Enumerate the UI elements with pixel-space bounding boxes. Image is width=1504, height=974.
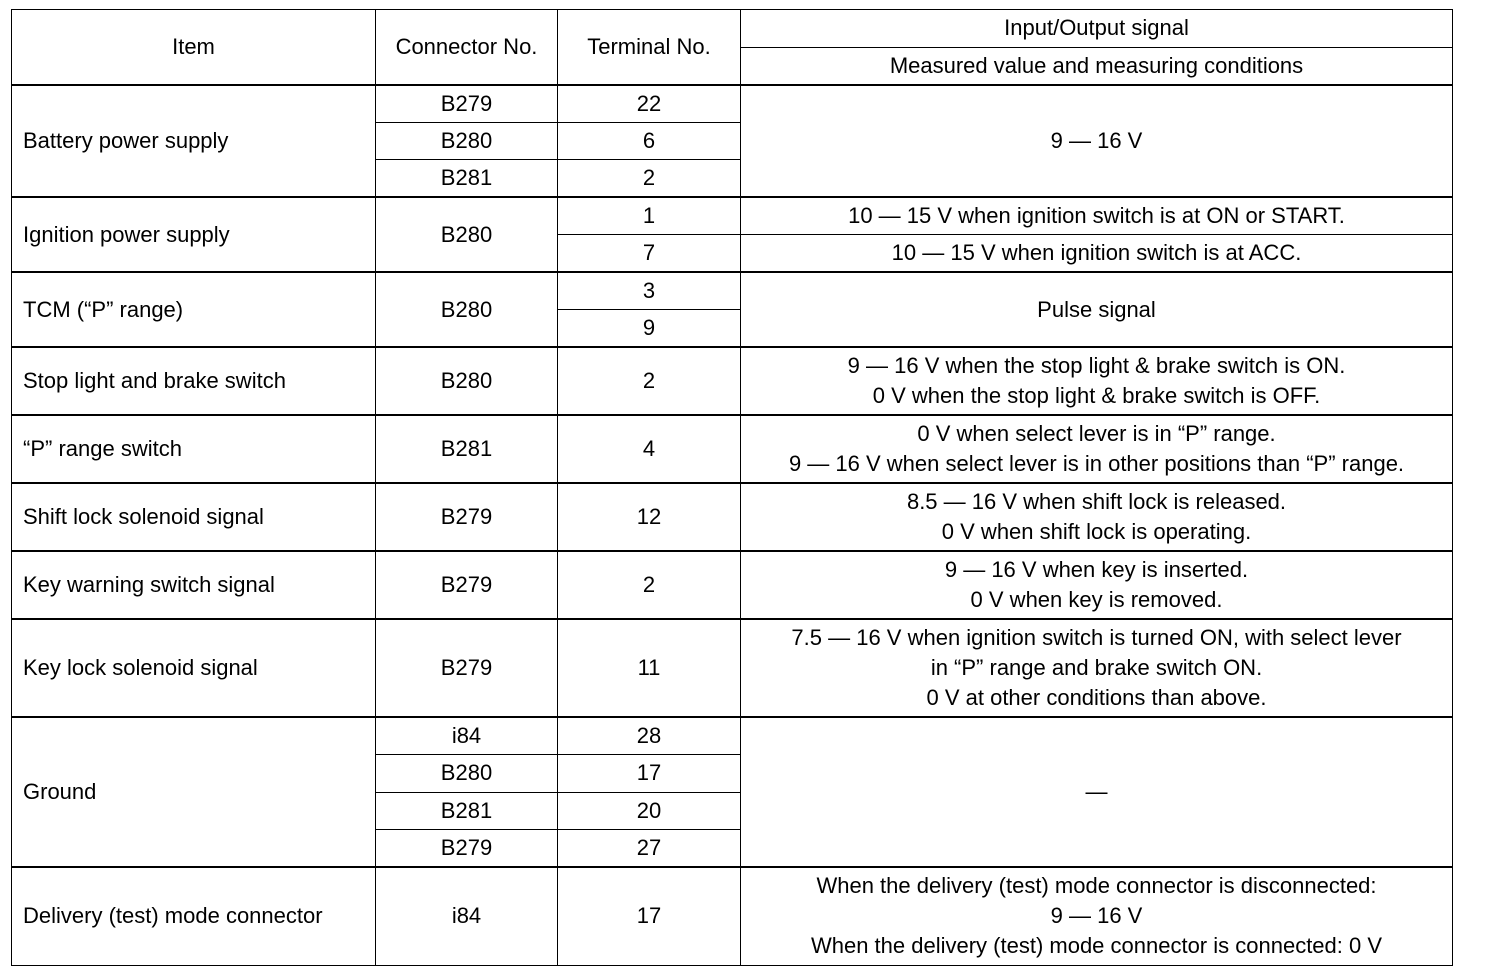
signal-cell: [741, 415, 1453, 483]
signal-line: 9 — 16 V: [1050, 903, 1143, 929]
row-group-tcm-p-range: [12, 272, 1453, 347]
row-group-p-range-switch: [12, 415, 1453, 483]
row-group-shift-lock-solenoid: [12, 483, 1453, 551]
terminal-cell: 12: [558, 483, 741, 551]
terminal-cell: 17: [558, 755, 741, 793]
connector-cell: B281: [376, 792, 558, 830]
connector-cell: i84: [376, 867, 558, 965]
header-terminal-no: Terminal No.: [558, 10, 741, 85]
terminal-cell: 2: [558, 551, 741, 619]
signal-cell: 9 — 16 V: [741, 85, 1453, 198]
header-measured-value: Measured value and measuring conditions: [741, 47, 1453, 85]
row-group-delivery-test-mode: [12, 867, 1453, 965]
connector-cell: B280: [376, 755, 558, 793]
terminal-cell: 20: [558, 792, 741, 830]
signal-line: 0 V when key is removed.: [970, 587, 1223, 612]
connector-cell: B280: [376, 347, 558, 415]
row-group-battery-power-supply: [12, 85, 1453, 198]
signal-line: 9 — 16 V when select lever is in other positions than “P” range.: [788, 451, 1405, 476]
connector-cell: B279: [376, 85, 558, 123]
signal-line: in “P” range and brake switch ON.: [930, 655, 1263, 680]
item-cell: Delivery (test) mode connector: [12, 867, 376, 965]
signal-cell: [741, 867, 1453, 965]
signal-cell: 10 — 15 V when ignition switch is at ACC.: [741, 235, 1453, 273]
terminal-cell: 27: [558, 830, 741, 868]
row-group-ignition-power-supply: [12, 197, 1453, 272]
signal-line: 9 — 16 V when the stop light & brake switch is ON.: [847, 353, 1346, 378]
signal-line: When the delivery (test) mode connector is disconnected:: [816, 873, 1377, 899]
connector-spec-table: [11, 9, 1453, 966]
terminal-cell: 28: [558, 717, 741, 755]
terminal-cell: 1: [558, 197, 741, 235]
header-input-output-signal: Input/Output signal: [741, 10, 1453, 48]
terminal-cell: 22: [558, 85, 741, 123]
terminal-cell: 7: [558, 235, 741, 273]
item-cell: TCM (“P” range): [12, 272, 376, 347]
connector-cell: B281: [376, 160, 558, 198]
connector-cell: B279: [376, 830, 558, 868]
terminal-cell: 3: [558, 272, 741, 310]
item-cell: Key warning switch signal: [12, 551, 376, 619]
item-cell: Stop light and brake switch: [12, 347, 376, 415]
item-cell: Shift lock solenoid signal: [12, 483, 376, 551]
connector-cell: B279: [376, 619, 558, 717]
signal-cell: —: [741, 717, 1453, 867]
item-cell: Ground: [12, 717, 376, 867]
terminal-cell: 17: [558, 867, 741, 965]
signal-line: 0 V at other conditions than above.: [926, 685, 1267, 710]
signal-line: 0 V when the stop light & brake switch is OFF.: [872, 383, 1321, 408]
table-header: [12, 10, 1453, 85]
connector-cell: B279: [376, 483, 558, 551]
signal-cell: 10 — 15 V when ignition switch is at ON or START.: [741, 197, 1453, 235]
connector-cell: i84: [376, 717, 558, 755]
header-item: Item: [12, 10, 376, 85]
row-group-ground: [12, 717, 1453, 867]
signal-cell: [741, 551, 1453, 619]
signal-line: When the delivery (test) mode connector is connected: 0 V: [810, 933, 1383, 959]
signal-line: 9 — 16 V when key is inserted.: [944, 557, 1249, 582]
connector-cell: B280: [376, 272, 558, 347]
signal-cell: [741, 347, 1453, 415]
connector-cell: B279: [376, 551, 558, 619]
item-cell: “P” range switch: [12, 415, 376, 483]
row-group-key-lock-solenoid: [12, 619, 1453, 717]
row-group-key-warning-switch: [12, 551, 1453, 619]
terminal-cell: 6: [558, 122, 741, 160]
signal-cell: [741, 619, 1453, 717]
connector-cell: B280: [376, 197, 558, 272]
row-group-stop-light-brake-switch: [12, 347, 1453, 415]
terminal-cell: 2: [558, 347, 741, 415]
item-cell: Battery power supply: [12, 85, 376, 198]
item-cell: Key lock solenoid signal: [12, 619, 376, 717]
signal-cell: [741, 483, 1453, 551]
signal-line: 0 V when select lever is in “P” range.: [917, 421, 1276, 446]
signal-cell: Pulse signal: [741, 272, 1453, 347]
signal-line: 0 V when shift lock is operating.: [941, 519, 1252, 544]
signal-line: 7.5 — 16 V when ignition switch is turned ON, with select lever: [791, 625, 1402, 650]
connector-cell: B281: [376, 415, 558, 483]
terminal-cell: 2: [558, 160, 741, 198]
header-connector-no: Connector No.: [376, 10, 558, 85]
terminal-cell: 4: [558, 415, 741, 483]
connector-cell: B280: [376, 122, 558, 160]
item-cell: Ignition power supply: [12, 197, 376, 272]
terminal-cell: 9: [558, 310, 741, 348]
terminal-cell: 11: [558, 619, 741, 717]
signal-line: 8.5 — 16 V when shift lock is released.: [906, 489, 1287, 514]
